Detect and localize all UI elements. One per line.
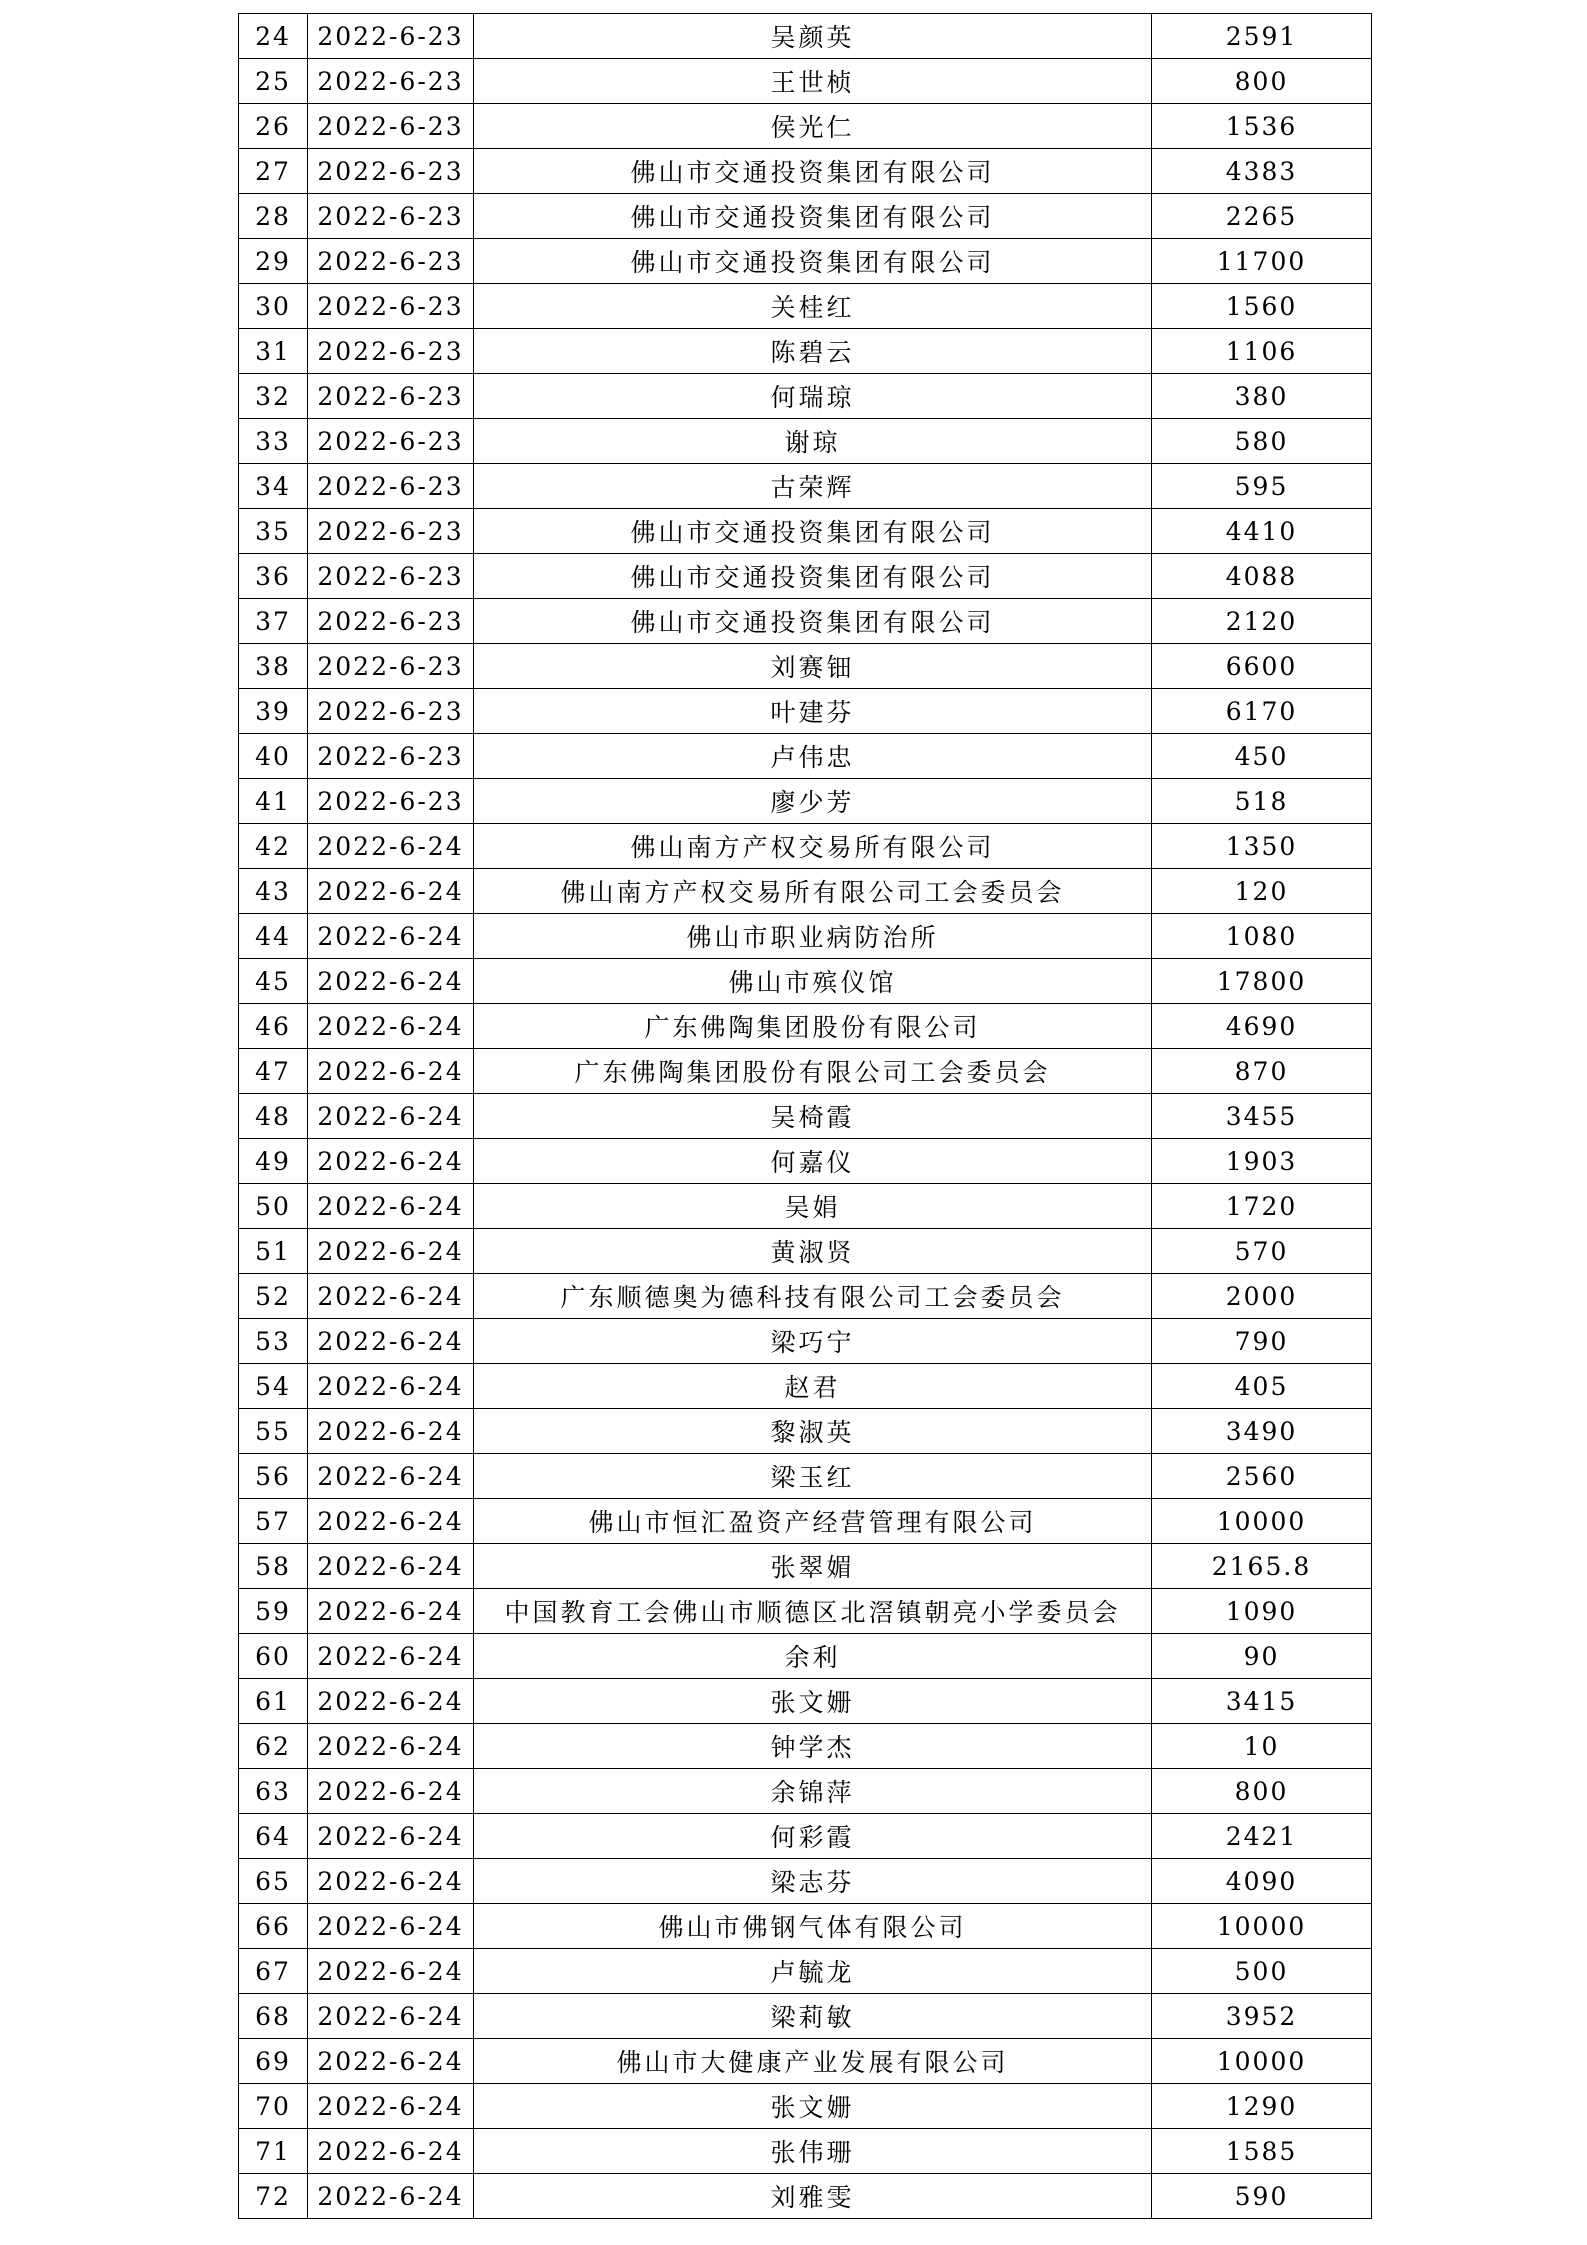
amount-cell: 1903: [1152, 1139, 1372, 1184]
donor-name-cell: 佛山市佛钢气体有限公司: [474, 1904, 1152, 1949]
table-row: [239, 734, 1372, 779]
row-number-cell: 40: [239, 734, 308, 779]
date-cell: 2022-6-23: [308, 509, 474, 554]
amount-cell: 3490: [1152, 1409, 1372, 1454]
table-row: [239, 1544, 1372, 1589]
donor-name-cell: 张文姗: [474, 1679, 1152, 1724]
row-number-cell: 60: [239, 1634, 308, 1679]
row-number-cell: 48: [239, 1094, 308, 1139]
row-number-cell: 70: [239, 2084, 308, 2129]
row-number-cell: 50: [239, 1184, 308, 1229]
amount-cell: 90: [1152, 1634, 1372, 1679]
donor-name-cell: 黎淑英: [474, 1409, 1152, 1454]
amount-cell: 3952: [1152, 1994, 1372, 2039]
row-number-cell: 31: [239, 329, 308, 374]
row-number-cell: 38: [239, 644, 308, 689]
amount-cell: 1090: [1152, 1589, 1372, 1634]
amount-cell: 380: [1152, 374, 1372, 419]
donor-name-cell: 钟学杰: [474, 1724, 1152, 1769]
date-cell: 2022-6-24: [308, 2129, 474, 2174]
table-row: [239, 419, 1372, 464]
table-row: [239, 1094, 1372, 1139]
amount-cell: 4090: [1152, 1859, 1372, 1904]
row-number-cell: 64: [239, 1814, 308, 1859]
date-cell: 2022-6-24: [308, 959, 474, 1004]
row-number-cell: 53: [239, 1319, 308, 1364]
donor-name-cell: 梁志芬: [474, 1859, 1152, 1904]
donor-name-cell: 黄淑贤: [474, 1229, 1152, 1274]
date-cell: 2022-6-24: [308, 1274, 474, 1319]
amount-cell: 2000: [1152, 1274, 1372, 1319]
date-cell: 2022-6-23: [308, 104, 474, 149]
donor-name-cell: 吴椅霞: [474, 1094, 1152, 1139]
date-cell: 2022-6-24: [308, 2039, 474, 2084]
table-row: [239, 1274, 1372, 1319]
date-cell: 2022-6-24: [308, 1949, 474, 1994]
amount-cell: 595: [1152, 464, 1372, 509]
amount-cell: 790: [1152, 1319, 1372, 1364]
table-row: [239, 374, 1372, 419]
donor-name-cell: 佛山市交通投资集团有限公司: [474, 194, 1152, 239]
table-row: [239, 1904, 1372, 1949]
row-number-cell: 30: [239, 284, 308, 329]
amount-cell: 3415: [1152, 1679, 1372, 1724]
table-row: [239, 329, 1372, 374]
row-number-cell: 63: [239, 1769, 308, 1814]
amount-cell: 4088: [1152, 554, 1372, 599]
row-number-cell: 49: [239, 1139, 308, 1184]
table-row: [239, 1589, 1372, 1634]
donor-name-cell: 佛山南方产权交易所有限公司: [474, 824, 1152, 869]
amount-cell: 450: [1152, 734, 1372, 779]
donor-name-cell: 赵君: [474, 1364, 1152, 1409]
donor-name-cell: 广东佛陶集团股份有限公司: [474, 1004, 1152, 1049]
table-row: [239, 1949, 1372, 1994]
amount-cell: 2165.8: [1152, 1544, 1372, 1589]
row-number-cell: 27: [239, 149, 308, 194]
date-cell: 2022-6-23: [308, 689, 474, 734]
row-number-cell: 28: [239, 194, 308, 239]
row-number-cell: 47: [239, 1049, 308, 1094]
date-cell: 2022-6-24: [308, 869, 474, 914]
table-row: [239, 1184, 1372, 1229]
amount-cell: 4383: [1152, 149, 1372, 194]
row-number-cell: 62: [239, 1724, 308, 1769]
amount-cell: 1560: [1152, 284, 1372, 329]
amount-cell: 10000: [1152, 1499, 1372, 1544]
table-row: [239, 1139, 1372, 1184]
table-row: [239, 1769, 1372, 1814]
table-row: [239, 1454, 1372, 1499]
row-number-cell: 42: [239, 824, 308, 869]
donor-name-cell: 何瑞琼: [474, 374, 1152, 419]
row-number-cell: 71: [239, 2129, 308, 2174]
date-cell: 2022-6-23: [308, 734, 474, 779]
row-number-cell: 25: [239, 59, 308, 104]
table-row: [239, 14, 1372, 59]
date-cell: 2022-6-24: [308, 1904, 474, 1949]
donor-name-cell: 佛山市交通投资集团有限公司: [474, 554, 1152, 599]
amount-cell: 17800: [1152, 959, 1372, 1004]
table-row: [239, 1859, 1372, 1904]
amount-cell: 1720: [1152, 1184, 1372, 1229]
row-number-cell: 55: [239, 1409, 308, 1454]
row-number-cell: 61: [239, 1679, 308, 1724]
donor-name-cell: 张伟珊: [474, 2129, 1152, 2174]
table-row: [239, 689, 1372, 734]
amount-cell: 4410: [1152, 509, 1372, 554]
amount-cell: 800: [1152, 1769, 1372, 1814]
donor-name-cell: 古荣辉: [474, 464, 1152, 509]
date-cell: 2022-6-24: [308, 1004, 474, 1049]
date-cell: 2022-6-23: [308, 284, 474, 329]
row-number-cell: 32: [239, 374, 308, 419]
amount-cell: 800: [1152, 59, 1372, 104]
date-cell: 2022-6-24: [308, 2174, 474, 2219]
row-number-cell: 46: [239, 1004, 308, 1049]
donor-name-cell: 侯光仁: [474, 104, 1152, 149]
amount-cell: 500: [1152, 1949, 1372, 1994]
row-number-cell: 39: [239, 689, 308, 734]
table-row: [239, 194, 1372, 239]
table-row: [239, 1364, 1372, 1409]
date-cell: 2022-6-24: [308, 1724, 474, 1769]
table-row: [239, 914, 1372, 959]
table-row: [239, 2084, 1372, 2129]
donor-name-cell: 张文姗: [474, 2084, 1152, 2129]
donor-name-cell: 吴颜英: [474, 14, 1152, 59]
donor-name-cell: 梁玉红: [474, 1454, 1152, 1499]
donor-name-cell: 张翠媚: [474, 1544, 1152, 1589]
amount-cell: 405: [1152, 1364, 1372, 1409]
table-row: [239, 779, 1372, 824]
row-number-cell: 43: [239, 869, 308, 914]
date-cell: 2022-6-23: [308, 779, 474, 824]
table-row: [239, 464, 1372, 509]
donor-name-cell: 梁莉敏: [474, 1994, 1152, 2039]
amount-cell: 10000: [1152, 2039, 1372, 2084]
amount-cell: 6600: [1152, 644, 1372, 689]
row-number-cell: 33: [239, 419, 308, 464]
table-row: [239, 1049, 1372, 1094]
donor-name-cell: 何嘉仪: [474, 1139, 1152, 1184]
date-cell: 2022-6-24: [308, 1814, 474, 1859]
date-cell: 2022-6-24: [308, 1049, 474, 1094]
table-row: [239, 1814, 1372, 1859]
amount-cell: 1106: [1152, 329, 1372, 374]
table-row: [239, 2174, 1372, 2219]
date-cell: 2022-6-23: [308, 239, 474, 284]
amount-cell: 590: [1152, 2174, 1372, 2219]
donor-name-cell: 佛山市交通投资集团有限公司: [474, 599, 1152, 644]
amount-cell: 11700: [1152, 239, 1372, 284]
table-row: [239, 284, 1372, 329]
date-cell: 2022-6-23: [308, 374, 474, 419]
amount-cell: 1536: [1152, 104, 1372, 149]
donor-name-cell: 卢毓龙: [474, 1949, 1152, 1994]
date-cell: 2022-6-23: [308, 149, 474, 194]
row-number-cell: 24: [239, 14, 308, 59]
row-number-cell: 65: [239, 1859, 308, 1904]
date-cell: 2022-6-24: [308, 1184, 474, 1229]
donor-name-cell: 刘雅雯: [474, 2174, 1152, 2219]
date-cell: 2022-6-24: [308, 1634, 474, 1679]
table-row: [239, 1499, 1372, 1544]
date-cell: 2022-6-23: [308, 419, 474, 464]
row-number-cell: 26: [239, 104, 308, 149]
table-row: [239, 869, 1372, 914]
table-row: [239, 1634, 1372, 1679]
amount-cell: 570: [1152, 1229, 1372, 1274]
date-cell: 2022-6-24: [308, 1454, 474, 1499]
date-cell: 2022-6-24: [308, 1994, 474, 2039]
table-row: [239, 1724, 1372, 1769]
donor-name-cell: 余锦萍: [474, 1769, 1152, 1814]
amount-cell: 580: [1152, 419, 1372, 464]
date-cell: 2022-6-23: [308, 14, 474, 59]
amount-cell: 1350: [1152, 824, 1372, 869]
donor-name-cell: 关桂红: [474, 284, 1152, 329]
donor-name-cell: 佛山市大健康产业发展有限公司: [474, 2039, 1152, 2084]
donor-name-cell: 叶建芬: [474, 689, 1152, 734]
row-number-cell: 72: [239, 2174, 308, 2219]
table-row: [239, 1679, 1372, 1724]
date-cell: 2022-6-24: [308, 1229, 474, 1274]
date-cell: 2022-6-24: [308, 1094, 474, 1139]
date-cell: 2022-6-24: [308, 1499, 474, 1544]
row-number-cell: 29: [239, 239, 308, 284]
row-number-cell: 57: [239, 1499, 308, 1544]
donor-name-cell: 刘赛钿: [474, 644, 1152, 689]
date-cell: 2022-6-24: [308, 1409, 474, 1454]
row-number-cell: 56: [239, 1454, 308, 1499]
donor-name-cell: 陈碧云: [474, 329, 1152, 374]
row-number-cell: 36: [239, 554, 308, 599]
donor-name-cell: 卢伟忠: [474, 734, 1152, 779]
donor-name-cell: 佛山市交通投资集团有限公司: [474, 509, 1152, 554]
date-cell: 2022-6-23: [308, 599, 474, 644]
row-number-cell: 68: [239, 1994, 308, 2039]
row-number-cell: 59: [239, 1589, 308, 1634]
row-number-cell: 37: [239, 599, 308, 644]
date-cell: 2022-6-24: [308, 1769, 474, 1814]
amount-cell: 1290: [1152, 2084, 1372, 2129]
row-number-cell: 44: [239, 914, 308, 959]
date-cell: 2022-6-23: [308, 644, 474, 689]
date-cell: 2022-6-23: [308, 464, 474, 509]
amount-cell: 870: [1152, 1049, 1372, 1094]
row-number-cell: 35: [239, 509, 308, 554]
table-row: [239, 644, 1372, 689]
table-row: [239, 149, 1372, 194]
row-number-cell: 52: [239, 1274, 308, 1319]
date-cell: 2022-6-24: [308, 1364, 474, 1409]
table-row: [239, 1004, 1372, 1049]
amount-cell: 3455: [1152, 1094, 1372, 1139]
donor-name-cell: 佛山市交通投资集团有限公司: [474, 149, 1152, 194]
date-cell: 2022-6-24: [308, 1589, 474, 1634]
amount-cell: 2591: [1152, 14, 1372, 59]
donor-name-cell: 中国教育工会佛山市顺德区北滘镇朝亮小学委员会: [474, 1589, 1152, 1634]
table-row: [239, 2039, 1372, 2084]
date-cell: 2022-6-24: [308, 1679, 474, 1724]
table-row: [239, 239, 1372, 284]
donor-name-cell: 王世桢: [474, 59, 1152, 104]
amount-cell: 120: [1152, 869, 1372, 914]
donor-name-cell: 余利: [474, 1634, 1152, 1679]
row-number-cell: 69: [239, 2039, 308, 2084]
row-number-cell: 58: [239, 1544, 308, 1589]
donor-name-cell: 谢琼: [474, 419, 1152, 464]
amount-cell: 2560: [1152, 1454, 1372, 1499]
table-row: [239, 599, 1372, 644]
amount-cell: 1585: [1152, 2129, 1372, 2174]
table-row: [239, 59, 1372, 104]
donor-name-cell: 佛山市殡仪馆: [474, 959, 1152, 1004]
donor-name-cell: 佛山市恒汇盈资产经营管理有限公司: [474, 1499, 1152, 1544]
row-number-cell: 67: [239, 1949, 308, 1994]
row-number-cell: 54: [239, 1364, 308, 1409]
date-cell: 2022-6-24: [308, 1859, 474, 1904]
table-row: [239, 509, 1372, 554]
donor-name-cell: 佛山市交通投资集团有限公司: [474, 239, 1152, 284]
amount-cell: 2120: [1152, 599, 1372, 644]
donor-name-cell: 广东顺德奥为德科技有限公司工会委员会: [474, 1274, 1152, 1319]
row-number-cell: 66: [239, 1904, 308, 1949]
date-cell: 2022-6-23: [308, 59, 474, 104]
row-number-cell: 41: [239, 779, 308, 824]
table-row: [239, 2129, 1372, 2174]
amount-cell: 518: [1152, 779, 1372, 824]
row-number-cell: 34: [239, 464, 308, 509]
table-row: [239, 1229, 1372, 1274]
date-cell: 2022-6-24: [308, 824, 474, 869]
date-cell: 2022-6-24: [308, 914, 474, 959]
amount-cell: 2265: [1152, 194, 1372, 239]
date-cell: 2022-6-24: [308, 1319, 474, 1364]
table-row: [239, 959, 1372, 1004]
donor-name-cell: 梁巧宁: [474, 1319, 1152, 1364]
amount-cell: 6170: [1152, 689, 1372, 734]
amount-cell: 2421: [1152, 1814, 1372, 1859]
donation-table: [238, 13, 1372, 2219]
amount-cell: 1080: [1152, 914, 1372, 959]
amount-cell: 4690: [1152, 1004, 1372, 1049]
date-cell: 2022-6-23: [308, 554, 474, 599]
table-body: [239, 14, 1372, 2219]
date-cell: 2022-6-24: [308, 1544, 474, 1589]
table-row: [239, 554, 1372, 599]
date-cell: 2022-6-24: [308, 1139, 474, 1184]
table-row: [239, 104, 1372, 149]
donor-name-cell: 廖少芳: [474, 779, 1152, 824]
table-row: [239, 824, 1372, 869]
donor-name-cell: 吴娟: [474, 1184, 1152, 1229]
donor-name-cell: 佛山南方产权交易所有限公司工会委员会: [474, 869, 1152, 914]
row-number-cell: 51: [239, 1229, 308, 1274]
table-row: [239, 1319, 1372, 1364]
table-row: [239, 1409, 1372, 1454]
date-cell: 2022-6-24: [308, 2084, 474, 2129]
donor-name-cell: 佛山市职业病防治所: [474, 914, 1152, 959]
amount-cell: 10000: [1152, 1904, 1372, 1949]
donor-name-cell: 广东佛陶集团股份有限公司工会委员会: [474, 1049, 1152, 1094]
amount-cell: 10: [1152, 1724, 1372, 1769]
donor-name-cell: 何彩霞: [474, 1814, 1152, 1859]
date-cell: 2022-6-23: [308, 194, 474, 239]
table-row: [239, 1994, 1372, 2039]
row-number-cell: 45: [239, 959, 308, 1004]
date-cell: 2022-6-23: [308, 329, 474, 374]
